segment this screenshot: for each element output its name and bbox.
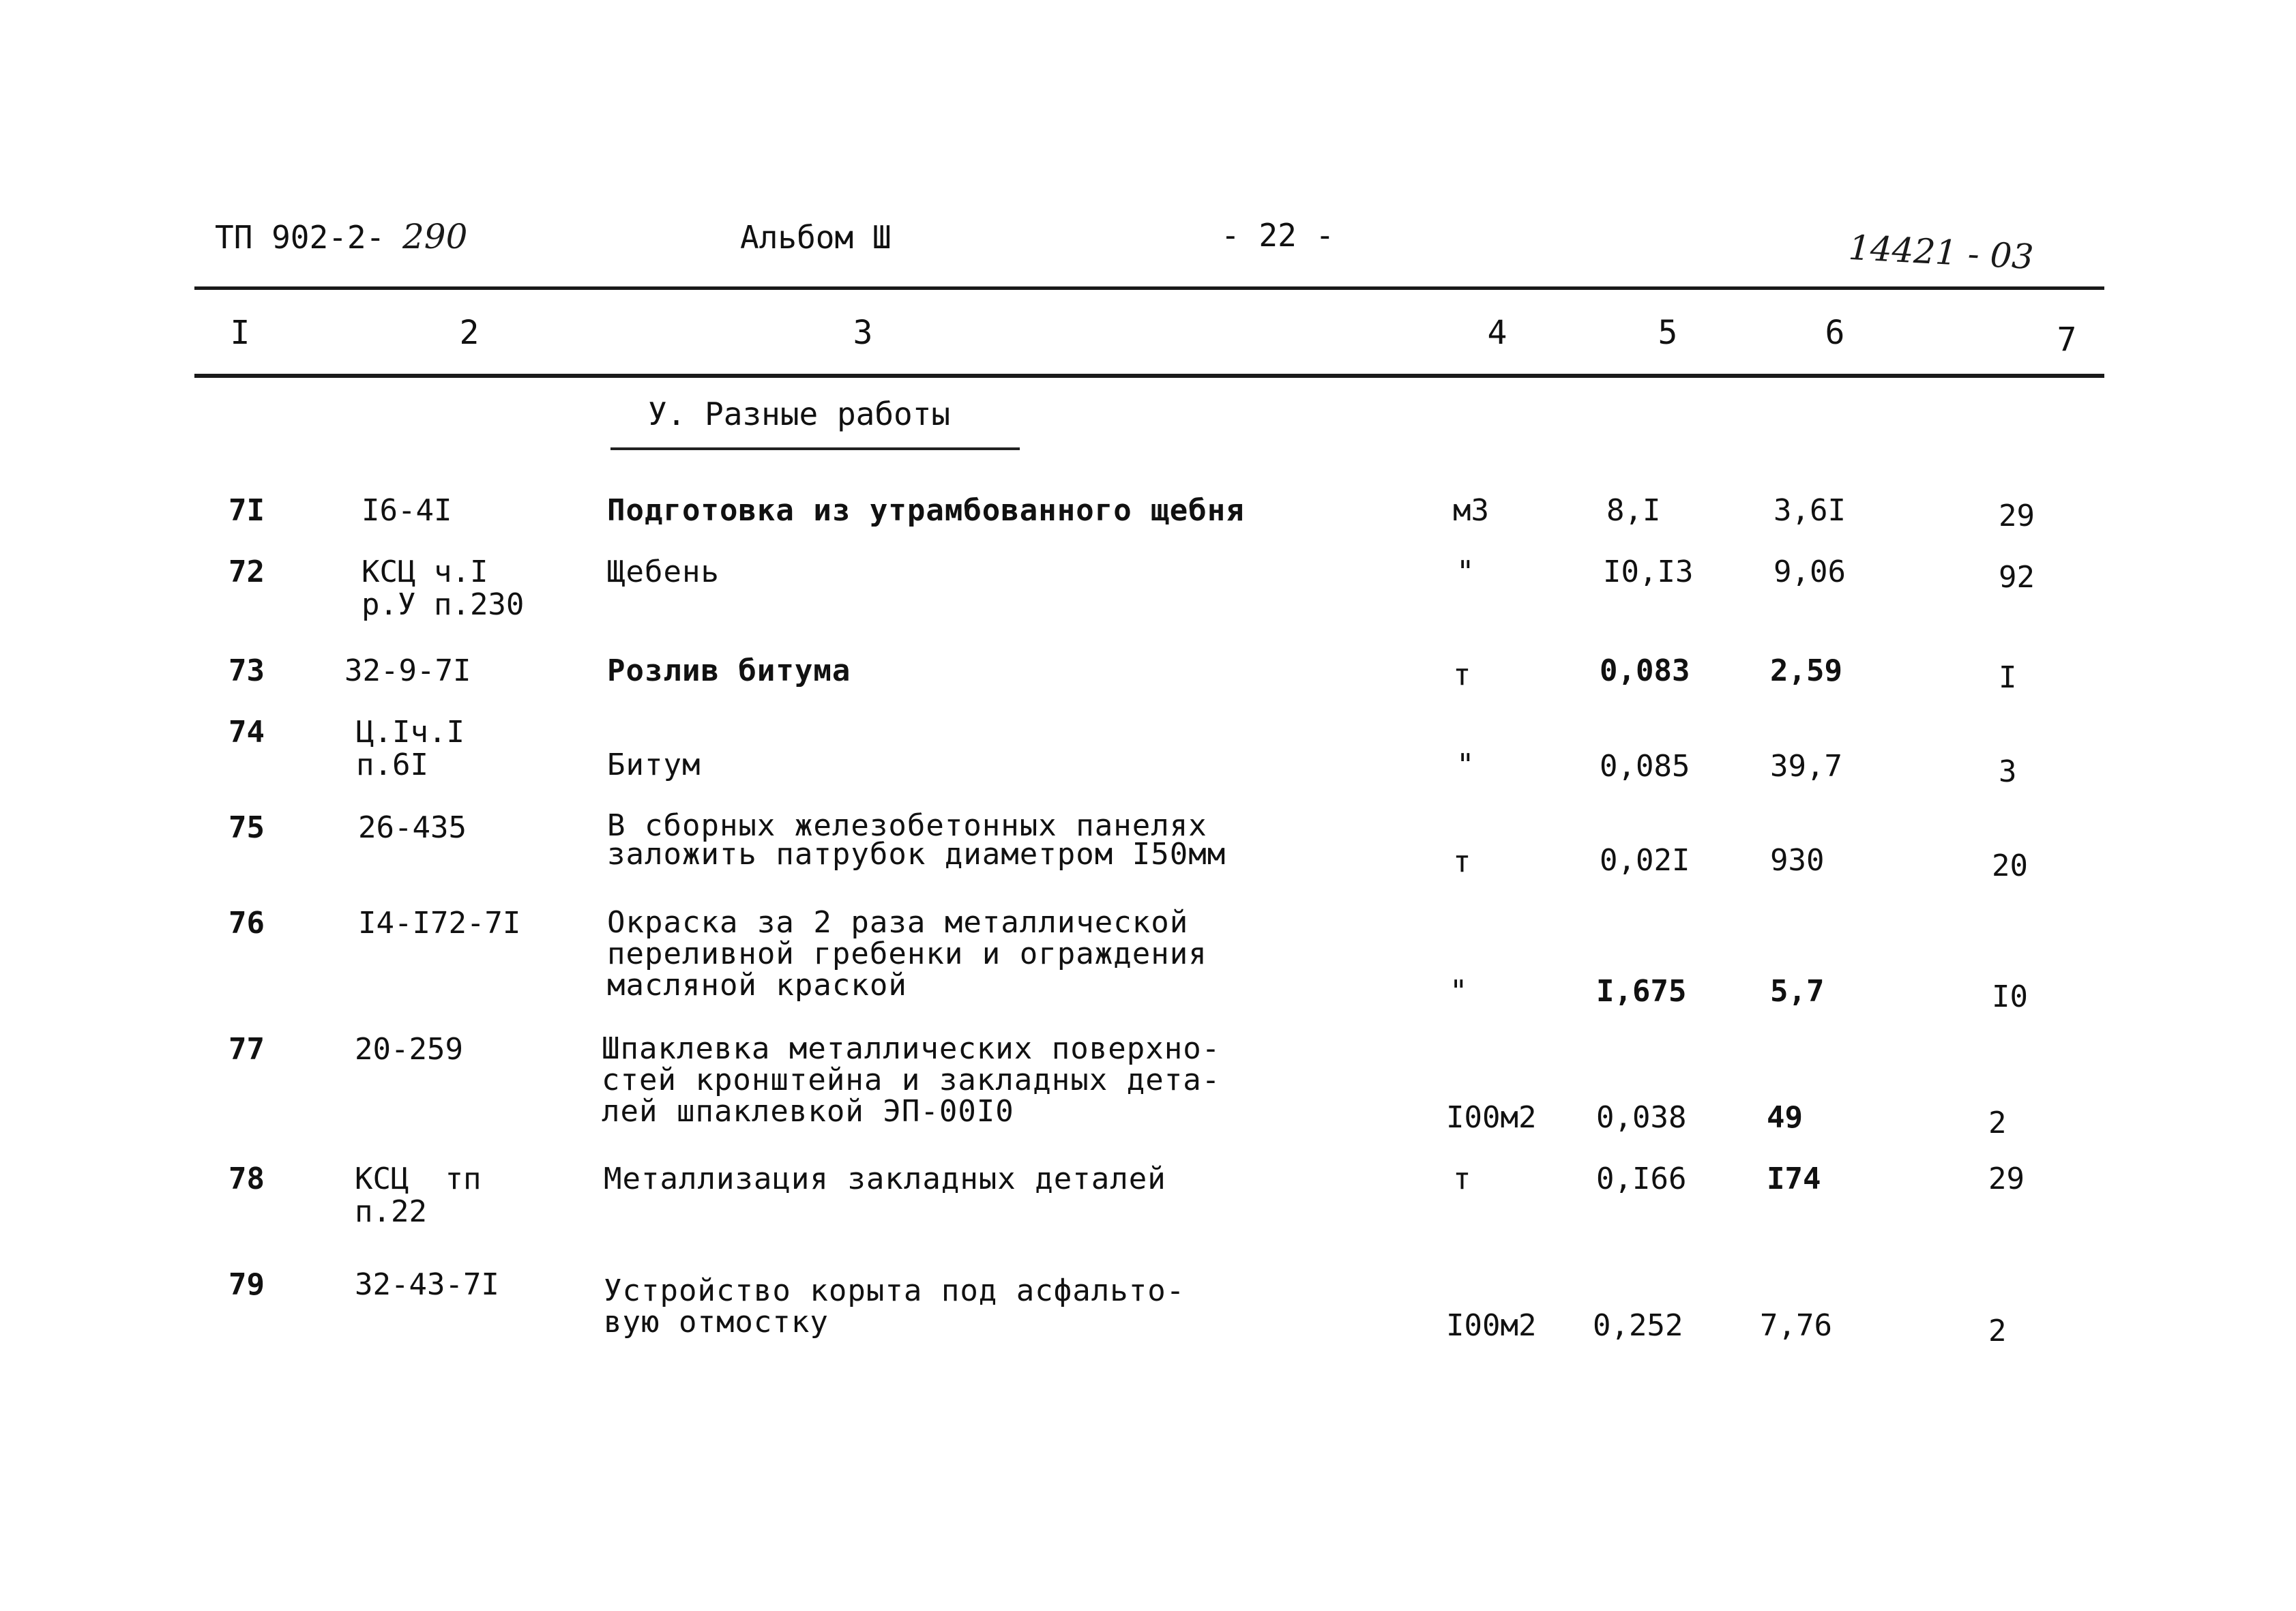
row-unit: " <box>1456 748 1475 782</box>
row-quantity: 8,I <box>1606 493 1661 528</box>
col-header-7: 7 <box>2057 321 2077 359</box>
row-total: 3 <box>1999 754 2017 789</box>
row-unit: I00м2 <box>1446 1308 1537 1343</box>
doc-code: ТП 902-2- <box>215 219 385 256</box>
top-rule <box>194 286 2104 290</box>
inv-number-handwritten: 14421 - 03 <box>1847 227 2035 278</box>
album-label: Альбом Ш <box>740 219 892 256</box>
row-description: Розлив битума <box>607 653 851 688</box>
header-bottom-rule <box>194 374 2104 378</box>
row-code: I6-4I <box>362 493 452 528</box>
row-number: 7I <box>229 493 265 528</box>
row-unit: т <box>1453 1162 1471 1196</box>
row-number: 72 <box>229 555 265 589</box>
row-price: 39,7 <box>1770 749 1842 784</box>
row-unit: " <box>1456 555 1475 589</box>
row-number: 73 <box>229 653 265 688</box>
row-code: 32-43-7I <box>355 1267 499 1302</box>
row-total: 20 <box>1992 848 2028 883</box>
row-price: 930 <box>1770 843 1825 878</box>
row-code: 32-9-7I <box>344 653 471 688</box>
row-price: 3,6I <box>1773 493 1846 528</box>
row-description: В сборных железобетонных панелях заложить патрубок диаметром I50мм <box>607 808 1226 872</box>
row-code: КСЦ ч.I р.У п.230 <box>362 555 525 622</box>
row-number: 75 <box>229 810 265 845</box>
row-unit: " <box>1449 974 1468 1009</box>
row-total: 2 <box>1988 1106 2007 1140</box>
doc-number-handwritten: 290 <box>402 217 468 256</box>
row-quantity: 0,083 <box>1600 653 1690 688</box>
row-quantity: I,675 <box>1596 974 1687 1009</box>
row-total: 92 <box>1999 560 2035 595</box>
row-code: 20-259 <box>355 1032 463 1067</box>
section-title: У. Разные работы <box>648 396 951 432</box>
col-header-5: 5 <box>1658 314 1678 352</box>
row-code: Ц.Iч.I п.6I <box>356 715 465 782</box>
row-number: 79 <box>229 1267 265 1302</box>
col-header-4: 4 <box>1487 314 1507 352</box>
col-header-3: 3 <box>853 314 873 352</box>
row-price: I74 <box>1767 1162 1821 1196</box>
row-price: 9,06 <box>1773 555 1846 589</box>
row-total: I0 <box>1992 979 2028 1014</box>
row-description: Окраска за 2 раза металлической переливной гребенки и ограждения масляной краской <box>607 905 1207 1003</box>
col-header-1: I <box>230 314 250 352</box>
row-total: 29 <box>1988 1162 2025 1196</box>
row-number: 77 <box>229 1032 265 1067</box>
row-price: 5,7 <box>1770 974 1825 1009</box>
page-number: - 22 - <box>1221 217 1335 254</box>
row-description: Битум <box>607 748 701 782</box>
row-unit: т <box>1453 844 1471 879</box>
col-header-2: 2 <box>459 314 480 352</box>
row-number: 78 <box>229 1162 265 1196</box>
row-quantity: I0,I3 <box>1603 555 1694 589</box>
row-description: Щебень <box>607 555 720 589</box>
row-number: 76 <box>229 906 265 941</box>
row-unit: т <box>1453 657 1471 692</box>
row-total: 2 <box>1988 1314 2007 1348</box>
row-description: Металлизация закладных деталей <box>604 1162 1166 1196</box>
row-description: Устройство корыта под асфальто- вую отмостку <box>604 1273 1186 1340</box>
row-quantity: 0,085 <box>1600 749 1690 784</box>
row-code: КСЦ тп п.22 <box>355 1162 482 1229</box>
row-number: 74 <box>229 715 265 750</box>
section-underline <box>610 447 1020 450</box>
row-quantity: 0,252 <box>1593 1308 1683 1343</box>
row-total: I <box>1999 660 2017 695</box>
row-price: 7,76 <box>1760 1308 1832 1343</box>
row-description: Шпаклевка металлических поверхно- стей кронштейна и закладных дета- лей шпаклевкой ЭП-00I0 <box>602 1031 1221 1129</box>
row-price: 49 <box>1767 1100 1803 1135</box>
row-price: 2,59 <box>1770 653 1842 688</box>
row-code: I4-I72-7I <box>358 906 521 941</box>
row-unit: м3 <box>1453 493 1489 528</box>
row-code: 26-435 <box>358 810 467 845</box>
col-header-6: 6 <box>1825 314 1845 352</box>
row-unit: I00м2 <box>1446 1100 1537 1135</box>
row-quantity: 0,038 <box>1596 1100 1687 1135</box>
row-total: 29 <box>1999 499 2035 533</box>
row-quantity: 0,I66 <box>1596 1162 1687 1196</box>
row-quantity: 0,02I <box>1600 843 1690 878</box>
row-description: Подготовка из утрамбованного щебня <box>607 493 1245 528</box>
